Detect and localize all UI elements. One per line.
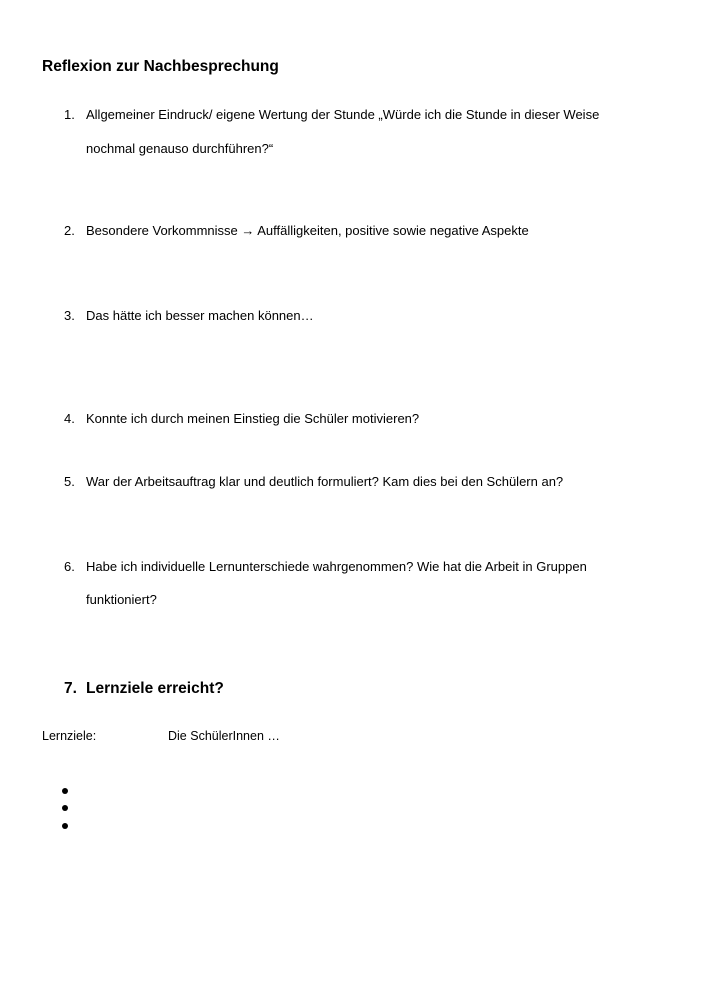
bullet-point [62, 823, 68, 829]
bullet-point [62, 788, 68, 794]
question-number: 4. [64, 411, 75, 426]
question-number: 7. [64, 680, 77, 697]
question-text: Das hätte ich besser machen können… [86, 308, 314, 323]
document-title: Reflexion zur Nachbesprechung [42, 58, 279, 75]
question-text: Besondere Vorkommnisse → Auffälligkeiten, positive sowie negative Aspekte [86, 223, 529, 238]
question-number: 3. [64, 308, 75, 323]
question-text-continued: funktioniert? [86, 592, 157, 607]
question-text: Konnte ich durch meinen Einstieg die Schüler motivieren? [86, 411, 420, 426]
question-number: 5. [64, 474, 75, 489]
question-text-continued: nochmal genauso durchführen?“ [86, 141, 274, 156]
bullet-point [62, 805, 68, 811]
question-text: Allgemeiner Eindruck/ eigene Wertung der Stunde „Würde ich die Stunde in dieser Weise [86, 107, 600, 122]
question-number: 2. [64, 223, 75, 238]
question-text: War der Arbeitsauftrag klar und deutlich formuliert? Kam dies bei den Schülern an? [86, 474, 564, 489]
question-number: 6. [64, 559, 75, 574]
lernziele-label: Lernziele: [42, 729, 97, 743]
question-number: 1. [64, 107, 75, 122]
lernziele-value: Die SchülerInnen … [168, 729, 280, 743]
question-text: Lernziele erreicht? [86, 680, 224, 697]
question-text: Habe ich individuelle Lernunterschiede wahrgenommen? Wie hat die Arbeit in Gruppen [86, 559, 587, 574]
